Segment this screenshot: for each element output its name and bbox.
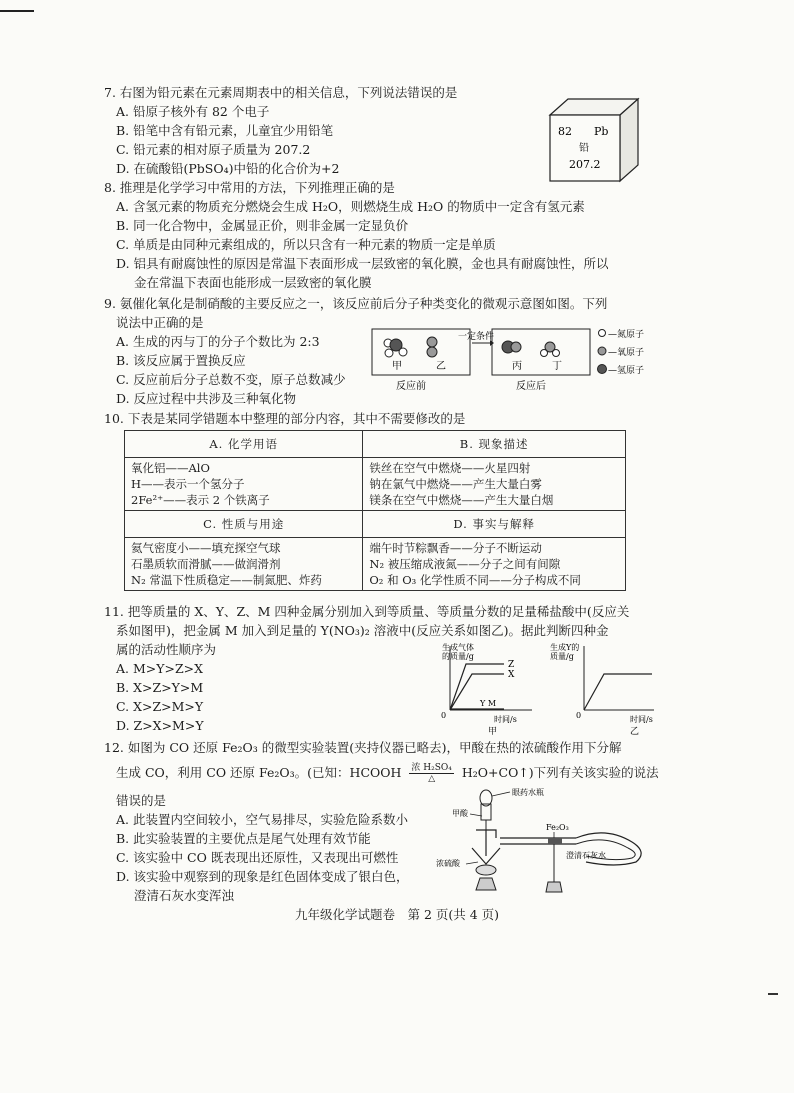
q12-label-dropper: 眼药水瓶 (512, 788, 544, 797)
q10-c-line: 石墨质软而滑腻——做润滑剂 (131, 557, 281, 571)
q11-a-xlabel: 时间/s (494, 715, 517, 724)
q12-stem-2b: H₂O+CO↑)下列有关该实验的说法 (461, 765, 659, 780)
q7-option-a[interactable]: A. 铅原子核外有 82 个电子 (116, 104, 270, 119)
q10-cell-a (125, 458, 363, 511)
q12-cond-top: 浓 H₂SO₄ (411, 763, 452, 773)
q12-apparatus (436, 786, 662, 894)
q11-b-line (584, 674, 652, 710)
q11-stem-3: 属的活动性顺序为 (116, 642, 217, 657)
q10-cell-a-title[interactable]: A. 化学用语 (125, 431, 363, 458)
q7-option-c[interactable]: C. 铅元素的相对原子质量为 207.2 (116, 142, 311, 157)
q9-reaction-diagram (366, 325, 666, 397)
q9-label-jia: 甲 (392, 361, 402, 372)
q11-a-label-z: Z (508, 660, 515, 670)
page-footer: 九年级化学试题卷 第 2 页(共 4 页) (294, 907, 500, 922)
q8-option-c[interactable]: C. 单质是由同种元素组成的，所以只含有一种元素的物质一定是单质 (116, 237, 496, 252)
q11-option-a[interactable]: A. M>Y>Z>X (116, 661, 204, 676)
q11-graph-yi (548, 640, 658, 736)
q11-option-d[interactable]: D. Z>X>M>Y (116, 718, 204, 733)
q9-before: 反应前 (396, 381, 426, 392)
q11-a-label-ym: Y M (480, 699, 497, 708)
q12-stem-2a: 生成 CO，利用 CO 还原 Fe₂O₃。(已知：HCOOH (116, 765, 402, 780)
q7-option-b[interactable]: B. 铅笔中含有铅元素，儿童宜少用铅笔 (116, 123, 334, 138)
scan-corner-mark (0, 10, 34, 12)
q10-c-line: N₂ 常温下性质稳定——制氮肥、炸药 (131, 573, 322, 587)
question-7 (104, 83, 457, 178)
q12-condition (409, 763, 453, 784)
q11-option-c[interactable]: C. X>Z>M>Y (116, 699, 204, 714)
q12-label-sulfuric: 浓硫酸 (436, 859, 460, 868)
q12-stem-2 (116, 763, 659, 784)
question-8 (104, 178, 609, 292)
periodic-table-cell-lead (548, 97, 640, 183)
q11-a-ylabel-2: 的质量/g (442, 652, 474, 661)
q9-option-b[interactable]: B. 该反应属于置换反应 (116, 353, 246, 368)
q10-d-line: O₂ 和 O₃ 化学性质不同——分子构成不同 (369, 573, 581, 587)
q11-stem-1: 11. 把等质量的 X、Y、Z、M 四种金属分别加入到等质量、等质量分数的足量稀盐酸中(反应关 (104, 604, 630, 619)
q9-condition: 一定条件 (458, 332, 495, 342)
q12-label-limewater: 澄清石灰水 (566, 851, 606, 860)
q10-b-line: 铁丝在空气中燃烧——火星四射 (369, 461, 531, 475)
q12-label-fe2o3: Fe₂O₃ (546, 823, 569, 832)
q9-option-d[interactable]: D. 反应过程中共涉及三种氧化物 (116, 391, 297, 406)
q10-d-line: N₂ 被压缩成液氮——分子之间有间隙 (369, 557, 561, 571)
q9-legend-n: —氢原子 (608, 366, 645, 376)
q12-option-c[interactable]: C. 该实验中 CO 既表现出还原性，又表现出可燃性 (116, 850, 399, 865)
q11-b-ylabel-1: 生成Y的 (550, 643, 580, 652)
q9-after: 反应后 (516, 381, 546, 392)
q10-cell-d-title[interactable]: D. 事实与解释 (363, 511, 626, 538)
q10-cell-d (363, 538, 626, 591)
q9-legend-o: —氧原子 (608, 348, 645, 358)
q12-option-d-cont: 澄清石灰水变浑浊 (134, 888, 235, 903)
q9-label-yi: 乙 (436, 361, 446, 372)
q10-cell-b (363, 458, 626, 511)
q11-b-ylabel-2: 质量/g (550, 652, 574, 661)
q8-option-b[interactable]: B. 同一化合物中，金属显正价，则非金属一定显负价 (116, 218, 409, 233)
q11-option-b[interactable]: B. X>Z>Y>M (116, 680, 204, 695)
q9-label-bing: 丙 (512, 361, 522, 372)
q12-label-formic: 甲酸 (452, 809, 468, 818)
question-12 (104, 738, 621, 757)
q9-stem-2: 说法中正确的是 (116, 315, 204, 330)
q8-option-d-cont: 金在常温下表面也能形成一层致密的氧化膜 (134, 275, 372, 290)
q9-option-c[interactable]: C. 反应前后分子总数不变，原子总数减少 (116, 372, 346, 387)
q8-option-d[interactable]: D. 铝具有耐腐蚀性的原因是常温下表面形成一层致密的氧化膜，金也具有耐腐蚀性，所以 (116, 256, 609, 271)
question-10 (104, 409, 465, 428)
q10-b-line: 钠在氯气中燃烧——产生大量白雾 (369, 477, 542, 491)
element-name: 铅 (579, 143, 589, 154)
q12-stem-3: 错误的是 (116, 793, 167, 808)
q9-label-ding: 丁 (552, 361, 562, 372)
question-12-options (104, 791, 409, 905)
q11-a-origin: 0 (441, 711, 447, 720)
q10-cell-b-title[interactable]: B. 现象描述 (363, 431, 626, 458)
element-number: 82 (558, 125, 572, 138)
q10-a-line: 2Fe²⁺——表示 2 个铁离子 (131, 493, 270, 507)
q10-a-line: H——表示一个氢分子 (131, 477, 245, 491)
q10-cell-c (125, 538, 363, 591)
q12-stem-1: 12. 如图为 CO 还原 Fe₂O₃ 的微型实验装置(夹持仪器已略去)，甲酸在热的浓硫酸作用下分解 (104, 740, 622, 755)
q12-option-b[interactable]: B. 此实验装置的主要优点是尾气处理有效节能 (116, 831, 371, 846)
q9-option-a[interactable]: A. 生成的丙与丁的分子个数比为 2:3 (116, 334, 320, 349)
q12-option-a[interactable]: A. 此装置内空间较小，空气易排尽，实验危险系数小 (116, 812, 408, 827)
q7-stem: 7. 右图为铅元素在元素周期表中的相关信息，下列说法错误的是 (104, 85, 458, 100)
q11-a-label-x: X (508, 670, 515, 680)
q7-option-d[interactable]: D. 在硫酸铅(PbSO₄)中铅的化合价为+2 (116, 161, 340, 176)
q10-table (124, 430, 626, 591)
q11-a-caption: 甲 (488, 727, 498, 736)
q8-stem: 8. 推理是化学学习中常用的方法，下列推理正确的是 (104, 180, 395, 195)
q9-legend-h: —氮原子 (608, 330, 645, 340)
q10-d-line: 端午时节粽飘香——分子不断运动 (369, 541, 542, 555)
q12-cond-bottom: △ (428, 774, 436, 784)
q11-b-origin: 0 (576, 711, 582, 720)
q11-b-caption: 乙 (630, 727, 640, 736)
q12-option-d[interactable]: D. 该实验中观察到的现象是红色固体变成了银白色， (116, 869, 409, 884)
q11-b-xlabel: 时间/s (630, 715, 653, 724)
q10-b-line: 镁条在空气中燃烧——产生大量白烟 (369, 493, 554, 507)
q10-c-line: 氦气密度小——填充探空气球 (131, 541, 281, 555)
q11-a-ylabel-1: 生成气体 (442, 643, 474, 652)
scan-edge-mark (768, 993, 778, 995)
q10-a-line: 氧化铝——AlO (131, 461, 210, 475)
element-symbol: Pb (594, 125, 609, 138)
q11-stem-2: 系如图甲)，把金属 M 加入到足量的 Y(NO₃)₂ 溶液中(反应关系如图乙)。据此判断四种金 (116, 623, 609, 638)
q8-option-a[interactable]: A. 含氢元素的物质充分燃烧会生成 H₂O，则燃烧生成 H₂O 的物质中一定含有氢元素 (116, 199, 585, 214)
q11-graph-jia (436, 640, 536, 736)
q9-stem-1: 9. 氨催化氧化是制硝酸的主要反应之一，该反应前后分子种类变化的微观示意图如图。下列 (104, 296, 608, 311)
q10-stem: 10. 下表是某同学错题本中整理的部分内容，其中不需要修改的是 (104, 411, 466, 426)
element-mass: 207.2 (569, 158, 601, 171)
q10-cell-c-title[interactable]: C. 性质与用途 (125, 511, 363, 538)
